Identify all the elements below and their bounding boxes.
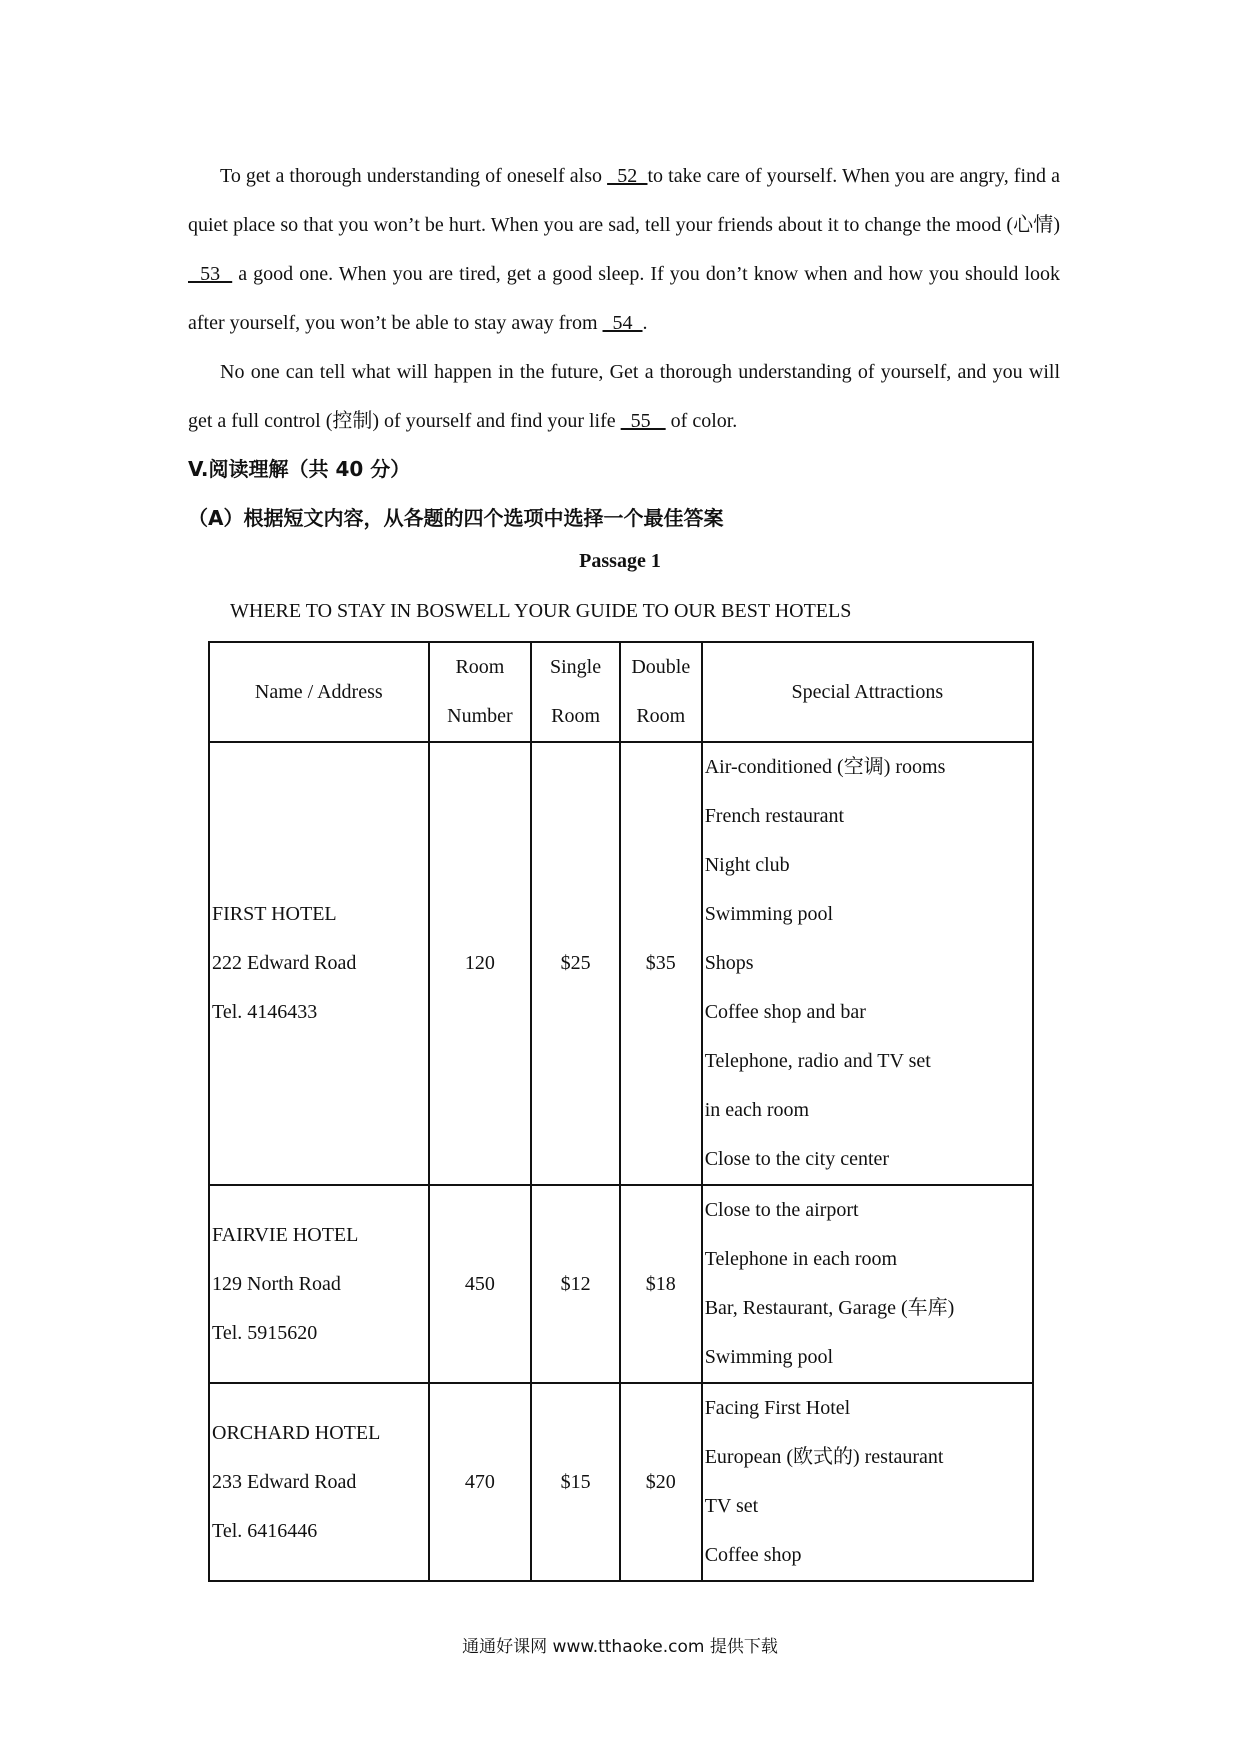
hotel-table: [208, 641, 1034, 1582]
special-attractions: Air-conditioned (空调) rooms French restaurant Night club Swimming pool Shops Coffee shop and bar Telephone, radio and TV set in each room Close to the city center: [702, 742, 1033, 1185]
blank-54: 54: [602, 312, 643, 334]
header-double-room: Double Room: [620, 642, 702, 742]
section-heading: V.阅读理解（共 40 分）: [188, 457, 411, 481]
passage-title: Passage 1: [579, 550, 661, 572]
header-single-room: Single Room: [531, 642, 620, 742]
paragraph-text: to take care of yourself. When you are angry, find a quiet place so that you won’t be hurt. When you are sad, tell your friends about it to change the mood (心情): [188, 165, 1060, 236]
header-special-attractions: Special Attractions: [702, 642, 1033, 742]
room-number: 120: [429, 742, 532, 1185]
blank-52: 52: [607, 165, 648, 187]
hotel-address: 129 North Road: [212, 1272, 341, 1295]
double-room-price: $35: [620, 742, 702, 1185]
footer: 通通好课网 www.tthaoke.com 提供下载: [462, 1637, 778, 1657]
paragraph-text: To get a thorough understanding of oneself also: [220, 165, 608, 187]
paragraph-text: .: [642, 312, 648, 334]
hotel-name: FIRST HOTEL: [212, 903, 337, 925]
special-attractions: Close to the airport Telephone in each room Bar, Restaurant, Garage (车库) Swimming pool: [702, 1185, 1033, 1383]
double-room-price: $20: [620, 1383, 702, 1581]
hotel-name-address: [209, 1383, 429, 1581]
hotel-name-address: [209, 1185, 429, 1383]
hotel-tel: Tel. 6416446: [212, 1519, 318, 1542]
room-number: 470: [429, 1383, 532, 1581]
header-name-address: Name / Address: [209, 642, 429, 742]
sub-heading: （A）根据短文内容，从各题的四个选项中选择一个最佳答案: [188, 506, 724, 530]
hotel-address: 222 Edward Road: [212, 952, 357, 974]
table-row: [209, 1185, 1033, 1383]
table-row: [209, 1383, 1033, 1581]
single-room-price: $25: [531, 742, 620, 1185]
hotel-name: FAIRVIE HOTEL: [212, 1223, 359, 1246]
hotel-tel: Tel. 5915620: [212, 1321, 318, 1344]
hotel-address: 233 Edward Road: [212, 1470, 357, 1493]
table-header-row: [209, 642, 1033, 742]
hotel-tel: Tel. 4146433: [212, 1001, 318, 1023]
single-room-price: $12: [531, 1185, 620, 1383]
header-room-number: Room Number: [429, 642, 532, 742]
blank-53: 53: [188, 263, 233, 285]
blank-55: 55: [620, 410, 666, 432]
paragraph-1: [188, 152, 1060, 348]
guide-title: WHERE TO STAY IN BOSWELL YOUR GUIDE TO OUR BEST HOTELS: [230, 600, 852, 622]
single-room-price: $15: [531, 1383, 620, 1581]
paragraph-text: of color.: [665, 410, 738, 432]
table-row: [209, 742, 1033, 1185]
special-attractions: Facing First Hotel European (欧式的) restaurant TV set Coffee shop: [702, 1383, 1033, 1581]
paragraph-text: a good one. When you are tired, get a good sleep. If you don’t know when and how you should look after yourself, you won’t be able to stay away from: [188, 263, 1060, 334]
hotel-name: ORCHARD HOTEL: [212, 1421, 381, 1444]
hotel-name-address: [209, 742, 429, 1185]
double-room-price: $18: [620, 1185, 702, 1383]
room-number: 450: [429, 1185, 532, 1383]
paragraph-2: [188, 348, 1060, 446]
paragraph-text: No one can tell what will happen in the future, Get a thorough understanding of yourself, and you will get a full control (控制) of yourself and find your life: [188, 361, 1060, 432]
